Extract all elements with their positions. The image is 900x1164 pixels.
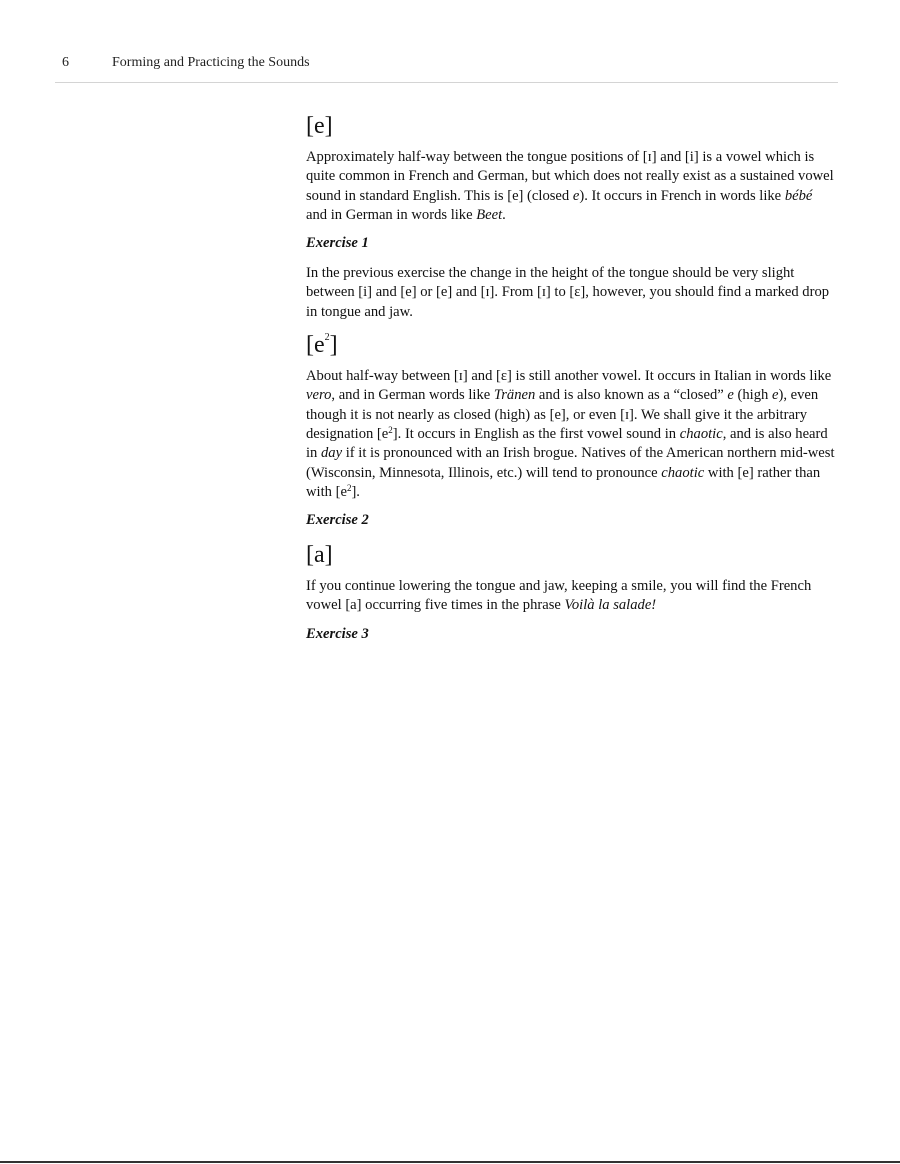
- header-divider: [55, 82, 838, 83]
- paragraph-exercise-1: In the previous exercise the change in the height of the tongue should be very slight between [i] and [e] or [e] and [ɪ]. From [ɪ] to [ɛ], however, you should find a marked drop in tongue and jaw.: [306, 265, 830, 320]
- paragraph-e2: About half-way between [ɪ] and [ɛ] is still another vowel. It occurs in Italian in words like vero, and in German words like Tränen and is also known as a “closed” e (high e), even though it is not nearly as closed (high) as [e], or even [ɪ]. We shall give it the arbitrary designation $[e^2]$. It occurs in English as the first vowel sound in chaotic, and is also heard in day if it is pronounced with an Irish brogue. Natives of the American northern mid-west (Wisconsin, Minnesota, Illinois, etc.) will tend to pronounce chaotic with [e] rather than with $[e^2]$.: [306, 368, 835, 500]
- running-title: Forming and Practicing the Sounds: [112, 55, 310, 70]
- running-head: [62, 54, 310, 72]
- page-number: 6: [62, 55, 69, 70]
- paragraph-e: Approximately half-way between the tongue positions of [ɪ] and [i] is a vowel which is quite common in French and German, but which does not really exist as a sustained vowel sound in standard English. This is [e] (closed e). It occurs in French in words like bébé and in German in words like Beet.: [306, 149, 834, 223]
- section-heading-e2: $[e^2]$: [306, 332, 338, 359]
- paragraph-a: If you continue lowering the tongue and jaw, keeping a smile, you will find the French vowel [a] occurring five times in the phrase Voilà la salade!: [306, 578, 812, 614]
- exercise-3-heading: Exercise 3: [306, 625, 369, 642]
- section-heading-e: [e]: [306, 113, 333, 139]
- page-body: [306, 112, 836, 655]
- exercise-2-heading: Exercise 2: [306, 512, 369, 529]
- section-heading-a: [a]: [306, 542, 333, 569]
- page-bottom-edge: [0, 1161, 900, 1163]
- exercise-1-heading: Exercise 1: [306, 235, 369, 252]
